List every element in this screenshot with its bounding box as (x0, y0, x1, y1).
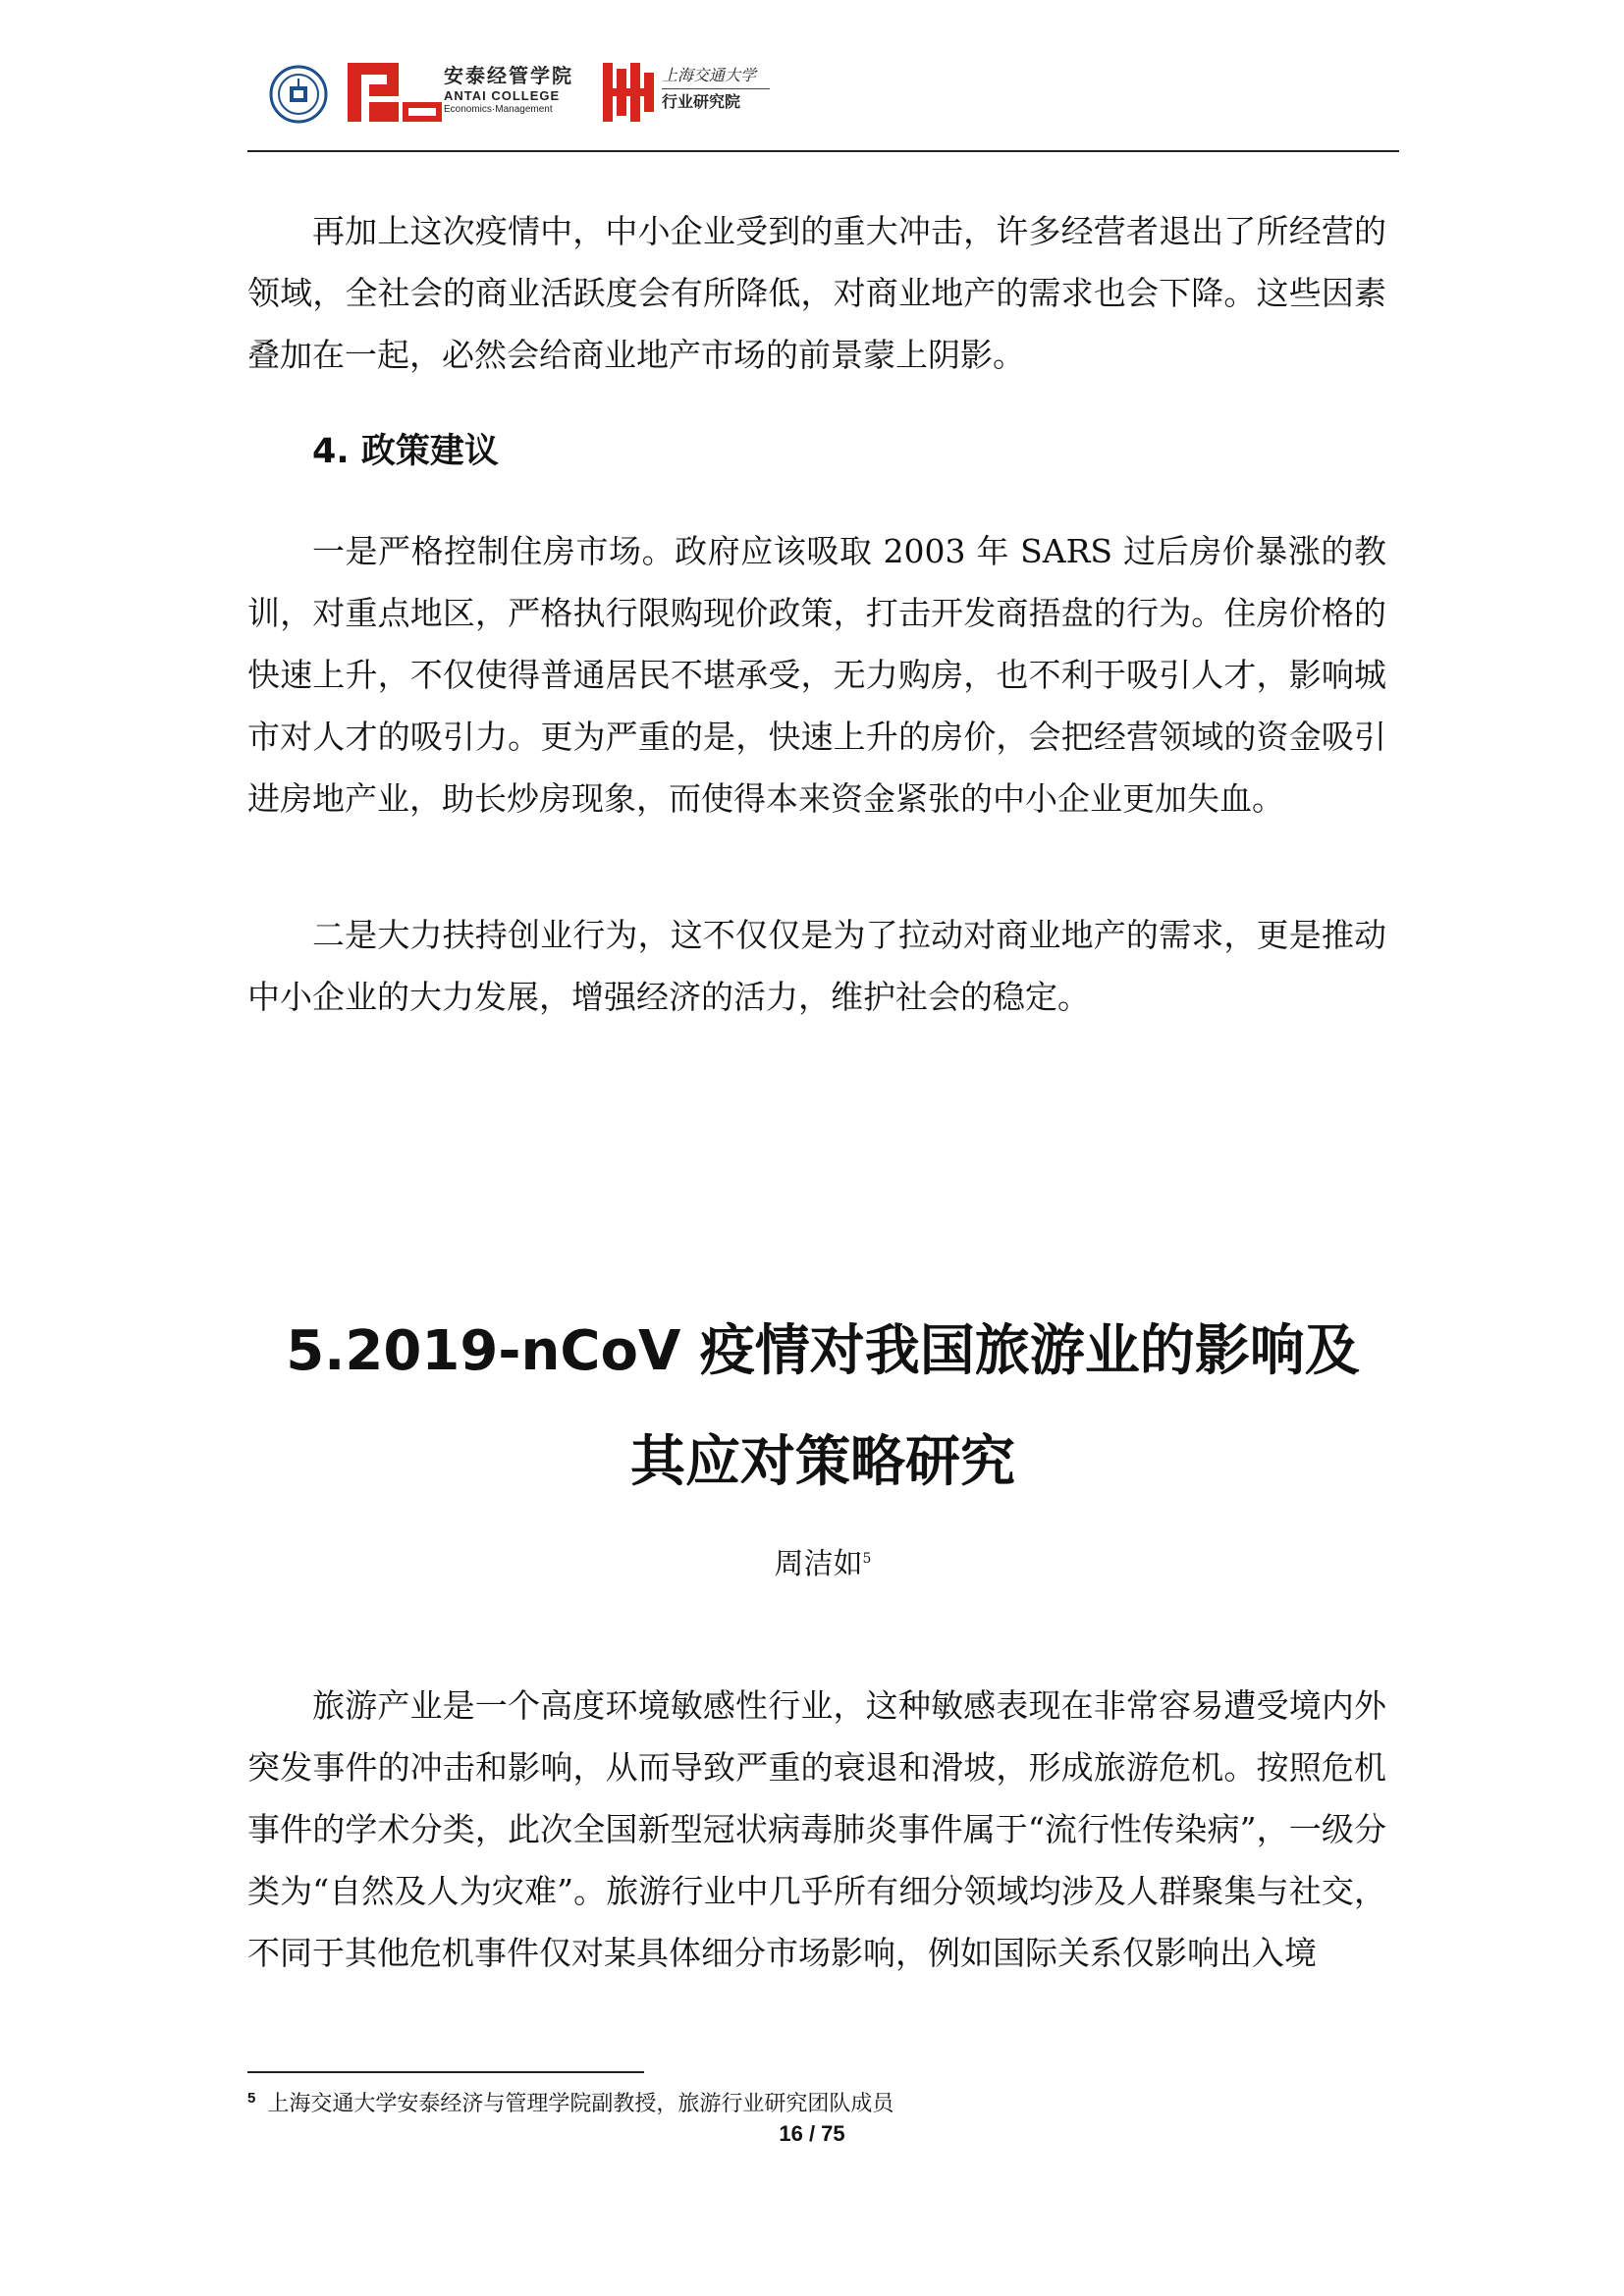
industry-institute-logo-icon (603, 63, 654, 122)
paragraph-text: 再加上这次疫情中，中小企业受到的重大冲击，许多经营者退出了所经营的领域，全社会的商业活跃度会有所降低，对商业地产的需求也会下降。这些因素叠加在一起，必然会给商业地产市场的前景蒙上阴影。 (247, 212, 1386, 374)
author-footnote-ref[interactable]: 5 (862, 1551, 872, 1567)
chapter-title-line-2: 其应对策略研究 (630, 1430, 1015, 1494)
footnote-mark: 5 (247, 2089, 256, 2107)
paragraph-text: 一是严格控制住房市场。政府应该吸取 2003 年 SARS 过后房价暴涨的教训，对重点地区，严格执行限购现价政策，打击开发商捂盘的行为。住房价格的快速上升，不仅使得普通居民不堪承受，无力购房，也不利于吸引人才，影响城市对人才的吸引力。更为严重的是，快速上升的房价，会把经营领域的资金吸引进房地产业，助长炒房现象，而使得本来资金紧张的中小企业更加失血。 (247, 532, 1386, 818)
paragraph-text: 旅游产业是一个高度环境敏感性行业，这种敏感表现在非常容易遭受境内外突发事件的冲击和影响，从而导致严重的衰退和滑坡，形成旅游危机。按照危机事件的学术分类，此次全国新型冠状病毒肺炎事件属于“流行性传染病”，一级分类为“自然及人为灾难”。旅游行业中几乎所有细分领域均涉及人群聚集与社交，不同于其他危机事件仅对某具体细分市场影响，例如国际关系仅影响出入境 (247, 1686, 1386, 1972)
acem-logo-icon (348, 63, 442, 122)
body-paragraph-policy-2 (247, 904, 1386, 1028)
college-name-cn: 安泰经管学院 (444, 66, 573, 87)
body-paragraph-tourism (247, 1675, 1386, 1984)
college-name-en: ANTAI COLLEGE (444, 88, 561, 103)
body-paragraph-policy-1 (247, 520, 1386, 829)
author-line (247, 1539, 1398, 1582)
institute-wordmark (662, 63, 770, 117)
institute-name: 行业研究院 (662, 88, 770, 117)
page-header (269, 59, 1398, 152)
author-name: 周洁如 (774, 1547, 863, 1581)
footnote-rule (247, 2071, 644, 2073)
page-number: 16 / 75 (779, 2121, 845, 2146)
sjtu-emblem-icon (269, 65, 328, 124)
college-name-en-sub: Economics·Management (444, 104, 553, 115)
footnote-text: 上海交通大学安泰经济与管理学院副教授，旅游行业研究团队成员 (267, 2092, 894, 2116)
footnote (247, 2087, 893, 2117)
chapter-title-line-1: 5.2019-nCoV 疫情对我国旅游业的影响及 (286, 1319, 1360, 1383)
header-rule (247, 150, 1399, 152)
acem-wordmark (444, 65, 621, 116)
body-paragraph-intro (247, 200, 1386, 386)
paragraph-text: 二是大力扶持创业行为，这不仅仅是为了拉动对商业地产的需求，更是推动中小企业的大力发展，增强经济的活力，维护社会的稳定。 (247, 916, 1386, 1016)
university-script: 上海交通大学 (662, 66, 757, 84)
section-heading: 4. 政策建议 (312, 432, 499, 471)
chapter-title (247, 1296, 1398, 1518)
